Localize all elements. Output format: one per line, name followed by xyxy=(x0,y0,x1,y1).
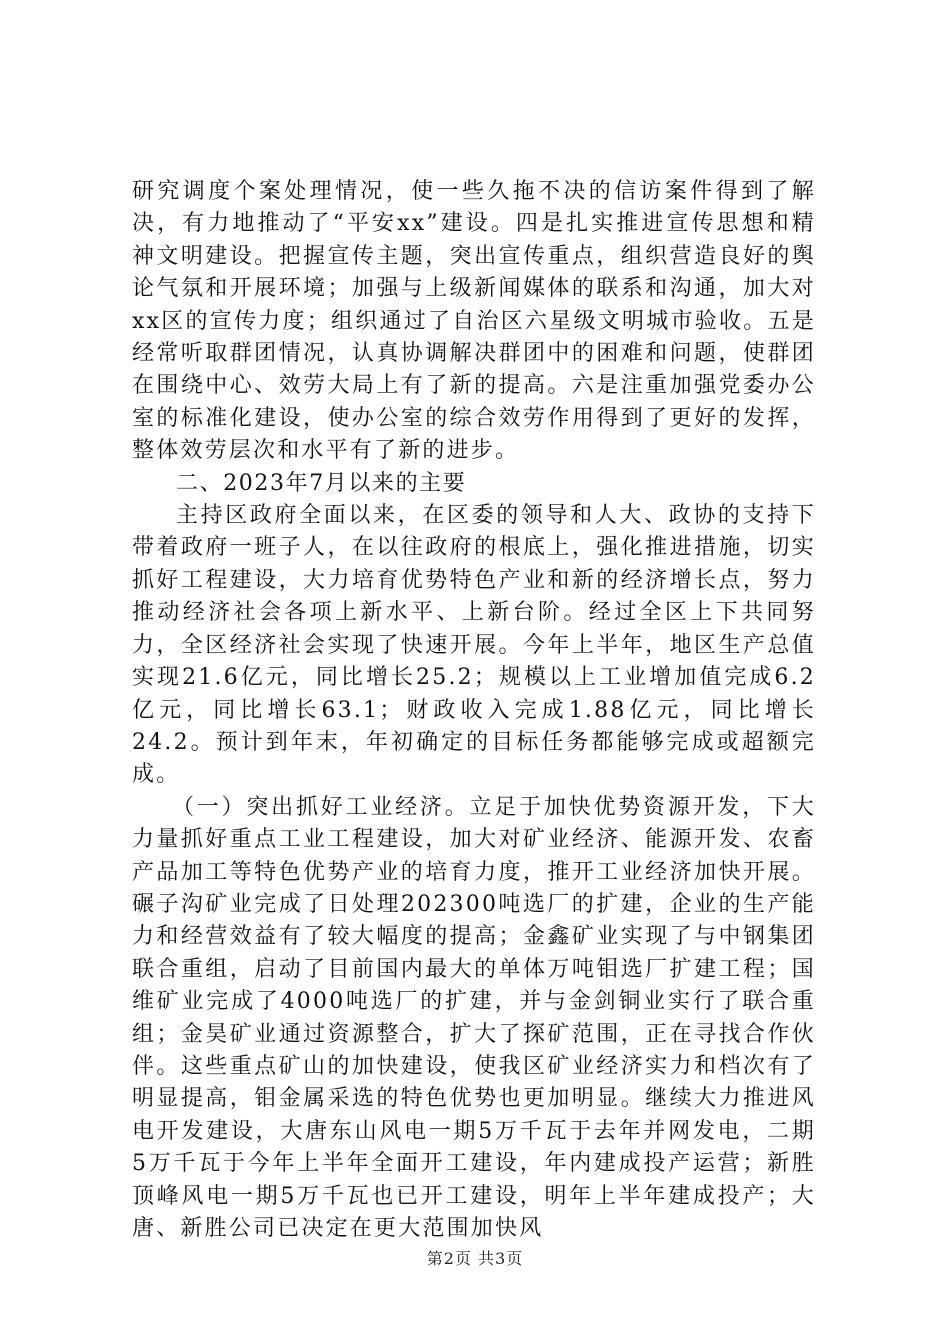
section-heading: 二、2023年7月以来的主要 xyxy=(176,470,467,496)
paragraph-continuation: 研究调度个案处理情况，使一些久拖不决的信访案件得到了解决，有力地推动了“平安xx”建设。四是扎实推进宣传思想和精神文明建设。把握宣传主题，突出宣传重点，组织营造良好的舆论气氛和开展环境；加强与上级新闻媒体的联系和沟通，加大对xx区的宣传力度；组织通过了自治区六星级文明城市验收。五是经常听取群团情况，认真协调解决群团中的困难和问题，使群团在围绕中心、效劳大局上有了新的提高。六是注重加强党委办公室的标准化建设，使办公室的综合效劳作用得到了更好的发挥，整体效劳层次和水平有了新的进步。 xyxy=(132,179,816,464)
page-number-footer: 第2页 共3页 xyxy=(426,1249,524,1268)
paragraph-main-work: 主持区政府全面以来，在区委的领导和人大、政协的支持下带着政府一班子人，在以往政府的根底上，强化推进措施，切实抓好工程建设，大力培育优势特色产业和新的经济增长点，努力推动经济社会各项上新水平、上新台阶。经过全区上下共同努力，全区经济社会实现了快速开展。今年上半年，地区生产总值实现21.6亿元，同比增长25.2；规模以上工业增加值完成6.2亿元，同比增长63.1；财政收入完成1.88亿元，同比增长24.2。预计到年末，年初确定的目标任务都能够完成或超额完成。 xyxy=(132,503,816,788)
paragraph-industrial-economy: （一）突出抓好工业经济。立足于加快优势资源开发，下大力量抓好重点工业工程建设，加大对矿业经济、能源开发、农畜产品加工等特色优势产业的培育力度，推开工业经济加快开展。碾子沟矿业完成了日处理202300吨选厂的扩建，企业的生产能力和经营效益有了较大幅度的提高；金鑫矿业实现了与中钢集团联合重组，启动了目前国内最大的单体万吨钼选厂扩建工程；国维矿业完成了4000吨选厂的扩建，并与金剑铜业实行了联合重组；金昊矿业通过资源整合，扩大了探矿范围，正在寻找合作伙伴。这些重点矿山的加快建设，使我区矿业经济实力和档次有了明显提高，钼金属采选的特色优势也更加明显。继续大力推进风电开发建设，大唐东山风电一期5万千瓦于去年并网发电，二期5万千瓦于今年上半年全面开工建设，年内建成投产运营；新胜顶峰风电一期5万千瓦也已开工建设，明年上半年建成投产；大唐、新胜公司已决定在更大范围加快风 xyxy=(132,794,816,1241)
document-body xyxy=(132,176,816,1245)
